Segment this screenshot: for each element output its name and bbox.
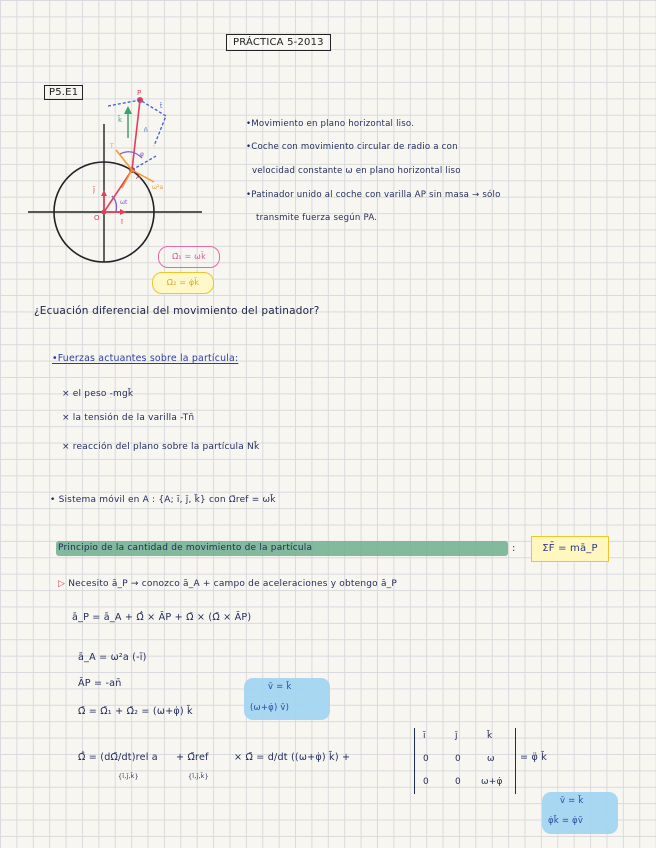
label-o: O [94, 214, 100, 222]
label-phi: φ [140, 151, 144, 158]
equation-omega-dot: Ω̄̇ = (dΩ̄/dt)rel a [78, 752, 158, 763]
triangle-marker-icon: ▷ [58, 579, 66, 589]
need-line [58, 579, 397, 589]
question: ¿Ecuación diferencial del movimiento del patinador? [34, 305, 320, 317]
moving-system: • Sistema móvil en A : {A; ī, j̄, k̄} con Ω̄ref = ωk̄ [50, 495, 276, 505]
label-omega2a: ω²a [152, 184, 164, 191]
matrix-cell: 0 [423, 777, 429, 787]
result-term: = φ̈ k̄ [520, 752, 548, 763]
blob1-top: v̄ = k̄ [268, 682, 292, 692]
matrix-cell: ω+φ̇ [481, 777, 503, 787]
blob2-bottom: φ̇k̄ = φ̇v̄ [548, 816, 584, 826]
derivative-term: × Ω̄ = d/dt ((ω+φ̇) k̄) + [234, 752, 351, 763]
principle-text: Principio de la cantidad de movimiento de la partícula [58, 543, 313, 553]
omega-ref-term: + Ω̄ref [176, 752, 209, 763]
bullet-3-cont: transmite fuerza según PA. [256, 213, 378, 223]
principle-formula: ΣF̄ = mā_P [531, 536, 609, 562]
equation-ap-vector: ĀP = -an̄ [78, 678, 122, 689]
omega1-formula: Ω̄₁ = ωk̄ [158, 246, 220, 268]
matrix-cell: 0 [423, 754, 429, 764]
blob2-top: v̄ = k̄ [560, 796, 584, 806]
bullet-2: •Coche con movimiento circular de radio a con [246, 142, 458, 152]
sub-frame-1: {ī,j̄,k̄} [118, 772, 139, 780]
page-title: PRÁCTICA 5-2013 [226, 34, 331, 51]
omega2-formula: Ω̄₂ = φ̇k̄ [152, 272, 214, 294]
label-t: t̄ [160, 103, 163, 110]
label-k: k̄ [118, 116, 123, 124]
label-a: A [136, 173, 141, 181]
label-wt: ωt [120, 199, 128, 206]
label-n: n̄ [144, 127, 148, 134]
bullet-3: •Patinador unido al coche con varilla AP sin masa → sólo [246, 190, 501, 200]
phi-arc [120, 152, 142, 158]
bullet-1: •Movimiento en plano horizontal liso. [246, 119, 415, 129]
force-tension: × la tensión de la varilla -Tn̄ [62, 413, 195, 423]
label-j: j̄ [93, 186, 95, 194]
label-i: ī [121, 218, 123, 226]
determinant-matrix [414, 728, 516, 794]
sub-frame-2: {ī,j̄,k̄} [188, 772, 209, 780]
blob1-bottom: (ω+φ̇) v̄) [250, 703, 290, 713]
principle-colon: : [512, 543, 516, 554]
matrix-cell: ī [423, 731, 426, 741]
equation-ap: ā_P = ā_A + Ω̄̇ × ĀP + Ω̄ × (Ω̄ × ĀP) [72, 612, 252, 623]
forces-heading: •Fuerzas actuantes sobre la partícula: [52, 353, 239, 364]
matrix-cell: k̄ [487, 731, 493, 741]
matrix-cell: 0 [455, 754, 461, 764]
equation-omega: Ω̄ = Ω̄₁ + Ω̄₂ = (ω+φ̇) k̄ [78, 706, 193, 717]
need-text: Necesito ā_P → conozco ā_A + campo de aceleraciones y obtengo ā_P [68, 579, 397, 589]
force-weight: × el peso -mgk̄ [62, 389, 134, 399]
matrix-cell: j̄ [455, 731, 458, 741]
label-p: P [137, 89, 142, 97]
matrix-cell: ω [487, 754, 495, 764]
equation-aa: ā_A = ω²a (-ī) [78, 652, 147, 663]
problem-tag: P5.E1 [44, 85, 83, 100]
matrix-cell: 0 [455, 777, 461, 787]
rod-ap [132, 100, 140, 170]
bullet-2-cont: velocidad constante ω en plano horizontal liso [252, 166, 461, 176]
force-normal: × reacción del plano sobre la partícula Nk̄ [62, 442, 260, 452]
label-tension: T [110, 143, 114, 150]
